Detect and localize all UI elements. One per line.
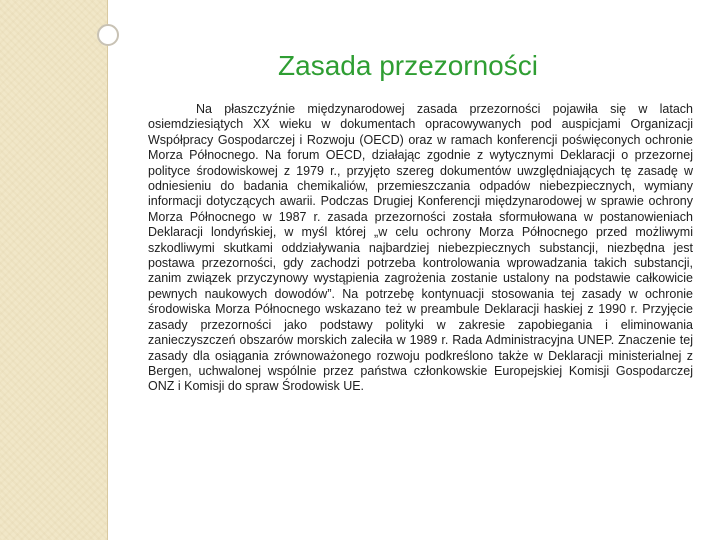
slide-title: Zasada przezorności [278,50,538,81]
decorative-side-strip [0,0,107,540]
decorative-ring-icon [97,24,119,46]
slide-body-paragraph: Na płaszczyźnie międzynarodowej zasada przezorności pojawiła się w latach osiemdziesiątych XX wieku w dokumentach opracowywanych pod auspicjami Organizacji Współpracy Gospodarczej i Rozwoju (OECD) oraz w ramach konferencji poświęconych ochronie Morza Północnego. Na forum OECD, działając zgodnie z wytycznymi Deklaracji o przezornej polityce środowiskowej z 1979 r., przyjęto szereg dokumentów uwzględniających tę zasadę w odniesieniu do badania chemikaliów, przemieszczania odpadów niebezpiecznych, wymiany informacji dotyczących awarii. Podczas Drugiej Konferencji międzynarodowej w sprawie ochrony Morza Północnego w 1987 r. zasada przezorności została sformułowana w postanowieniach Deklaracji londyńskiej, w myśl której „w celu ochrony Morza Północnego przed możliwymi szkodliwymi skutkami oddziaływania najbardziej niebezpiecznych substancji, niezbędna jest postawa przezorności, gdy zachodzi potrzeba kontrolowania wprowadzania takich substancji, zanim związek przyczynowy wystąpienia zagrożenia zostanie ustalony na podstawie całkowicie pewnych naukowych dowodów”. Na potrzebę kontynuacji stosowania tej zasady w ochronie środowiska Morza Północnego wskazano też w preambule Deklaracji haskiej z 1990 r. Przyjęcie zasady przezorności jako podstawy polityki w zakresie zapobiegania i eliminowania zanieczyszczeń obszarów morskich zaleciła w 1989 r. Rada Administracyjna UNEP. Znaczenie tej zasady dla osiągania zrównoważonego rozwoju podkreślono także w Deklaracji ministerialnej z Bergen, uchwalonej wspólnie przez państwa członkowskie Europejskiej Komisji Gospodarczej ONZ i Komisji do spraw Środowisk UE. [148,102,693,394]
